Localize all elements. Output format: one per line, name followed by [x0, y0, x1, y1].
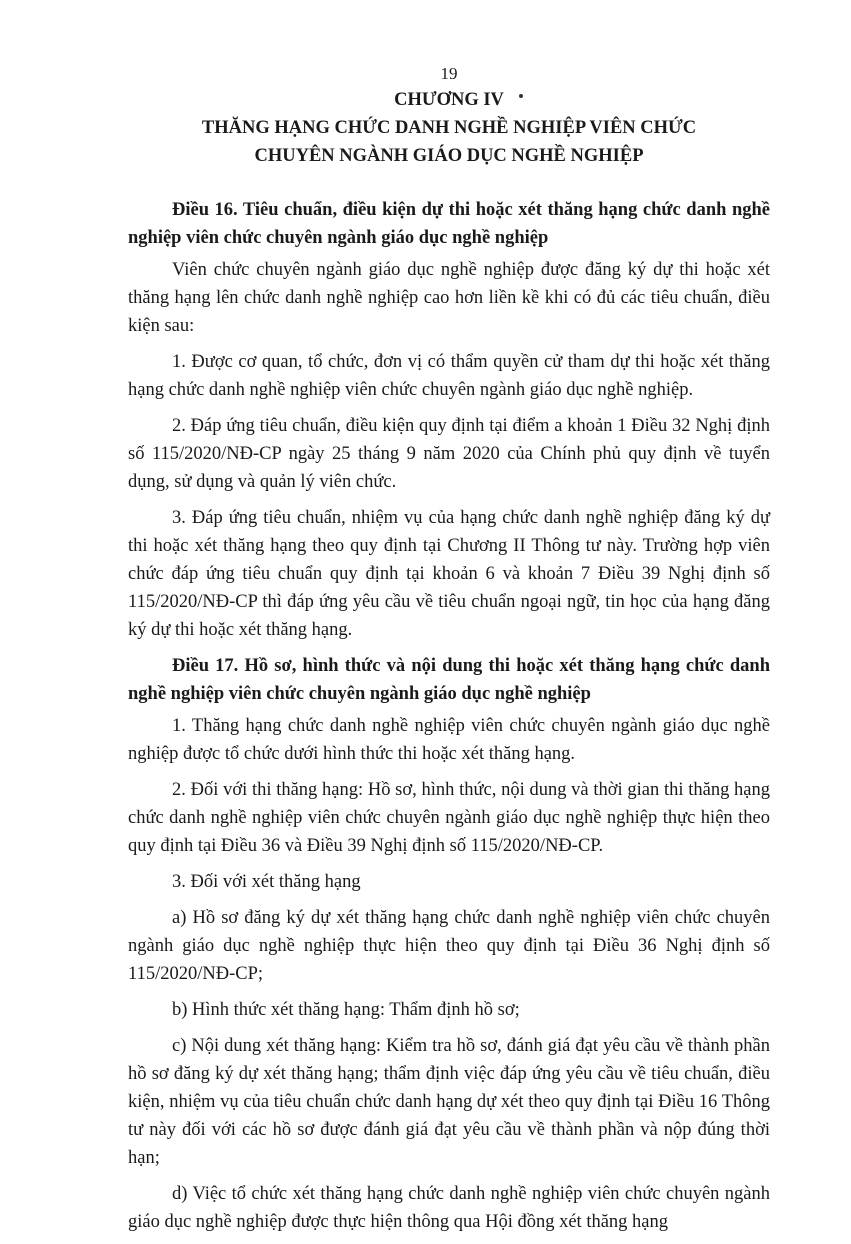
article-17-item-3a: a) Hồ sơ đăng ký dự xét thăng hạng chức danh nghề nghiệp viên chức chuyên ngành giáo dục nghề nghiệp thực hiện theo quy định tại Điều 36 Nghị định số 115/2020/NĐ-CP;	[128, 908, 770, 984]
spacer	[128, 170, 770, 196]
document-page	[128, 62, 770, 1244]
article-16-item-2: 2. Đáp ứng tiêu chuẩn, điều kiện quy định tại điểm a khoản 1 Điều 32 Nghị định số 115/2020/NĐ-CP ngày 25 tháng 9 năm 2020 của Chính phủ quy định về tuyển dụng, sử dụng và quản lý viên chức.	[128, 416, 770, 492]
page-number: 19	[440, 64, 458, 83]
article-17-item-3b: b) Hình thức xét thăng hạng: Thẩm định hồ sơ;	[172, 1000, 520, 1020]
article-17-item-3: 3. Đối với xét thăng hạng	[172, 872, 361, 892]
chapter-title-line-2: CHUYÊN NGÀNH GIÁO DỤC NGHỀ NGHIỆP	[254, 146, 644, 166]
article-16-heading: Điều 16. Tiêu chuẩn, điều kiện dự thi hoặc xét thăng hạng chức danh nghề nghiệp viên chức chuyên ngành giáo dục nghề nghiệp	[128, 200, 770, 248]
article-17-item-2: 2. Đối với thi thăng hạng: Hồ sơ, hình thức, nội dung và thời gian thi thăng hạng chức danh nghề nghiệp viên chức chuyên ngành giáo dục nghề nghiệp thực hiện theo quy định tại Điều 36 và Điều 39 Nghị định số 115/2020/NĐ-CP.	[128, 780, 770, 856]
article-17-item-3c: c) Nội dung xét thăng hạng: Kiểm tra hồ sơ, đánh giá đạt yêu cầu về thành phần hồ sơ đăng ký dự xét thăng hạng; thẩm định việc đáp ứng yêu cầu về tiêu chuẩn, điều kiện, nhiệm vụ của tiêu chuẩn chức danh hạng dự xét theo quy định tại Điều 16 Thông tư này đối với các hồ sơ được đánh giá đạt yêu cầu về thành phần và nộp đúng thời hạn;	[128, 1036, 770, 1168]
chapter-title-line-1: THĂNG HẠNG CHỨC DANH NGHỀ NGHIỆP VIÊN CHỨC	[201, 118, 697, 138]
article-17-item-1: 1. Thăng hạng chức danh nghề nghiệp viên chức chuyên ngành giáo dục nghề nghiệp được tổ chức dưới hình thức thi hoặc xét thăng hạng.	[128, 716, 770, 764]
article-17-heading: Điều 17. Hồ sơ, hình thức và nội dung thi hoặc xét thăng hạng chức danh nghề nghiệp viên chức chuyên ngành giáo dục nghề nghiệp	[128, 656, 770, 704]
article-16-item-3: 3. Đáp ứng tiêu chuẩn, nhiệm vụ của hạng chức danh nghề nghiệp đăng ký dự thi hoặc xét thăng hạng theo quy định tại Chương II Thông tư này. Trường hợp viên chức đáp ứng tiêu chuẩn quy định tại khoản 6 và khoản 7 Điều 39 Nghị định số 115/2020/NĐ-CP thì đáp ứng yêu cầu về tiêu chuẩn ngoại ngữ, tin học của hạng đăng ký dự thi hoặc xét thăng hạng.	[128, 508, 770, 640]
article-16-item-1: 1. Được cơ quan, tổ chức, đơn vị có thẩm quyền cử tham dự thi hoặc xét thăng hạng chức danh nghề nghiệp viên chức chuyên ngành giáo dục nghề nghiệp.	[128, 352, 770, 400]
article-17-item-3d: d) Việc tổ chức xét thăng hạng chức danh nghề nghiệp viên chức chuyên ngành giáo dục nghề nghiệp được thực hiện thông qua Hội đồng xét thăng hạng	[128, 1184, 770, 1232]
article-16-intro: Viên chức chuyên ngành giáo dục nghề nghiệp được đăng ký dự thi hoặc xét thăng hạng lên chức danh nghề nghiệp cao hơn liền kề khi có đủ các tiêu chuẩn, điều kiện sau:	[128, 260, 770, 336]
chapter-label: CHƯƠNG IV	[394, 90, 504, 110]
